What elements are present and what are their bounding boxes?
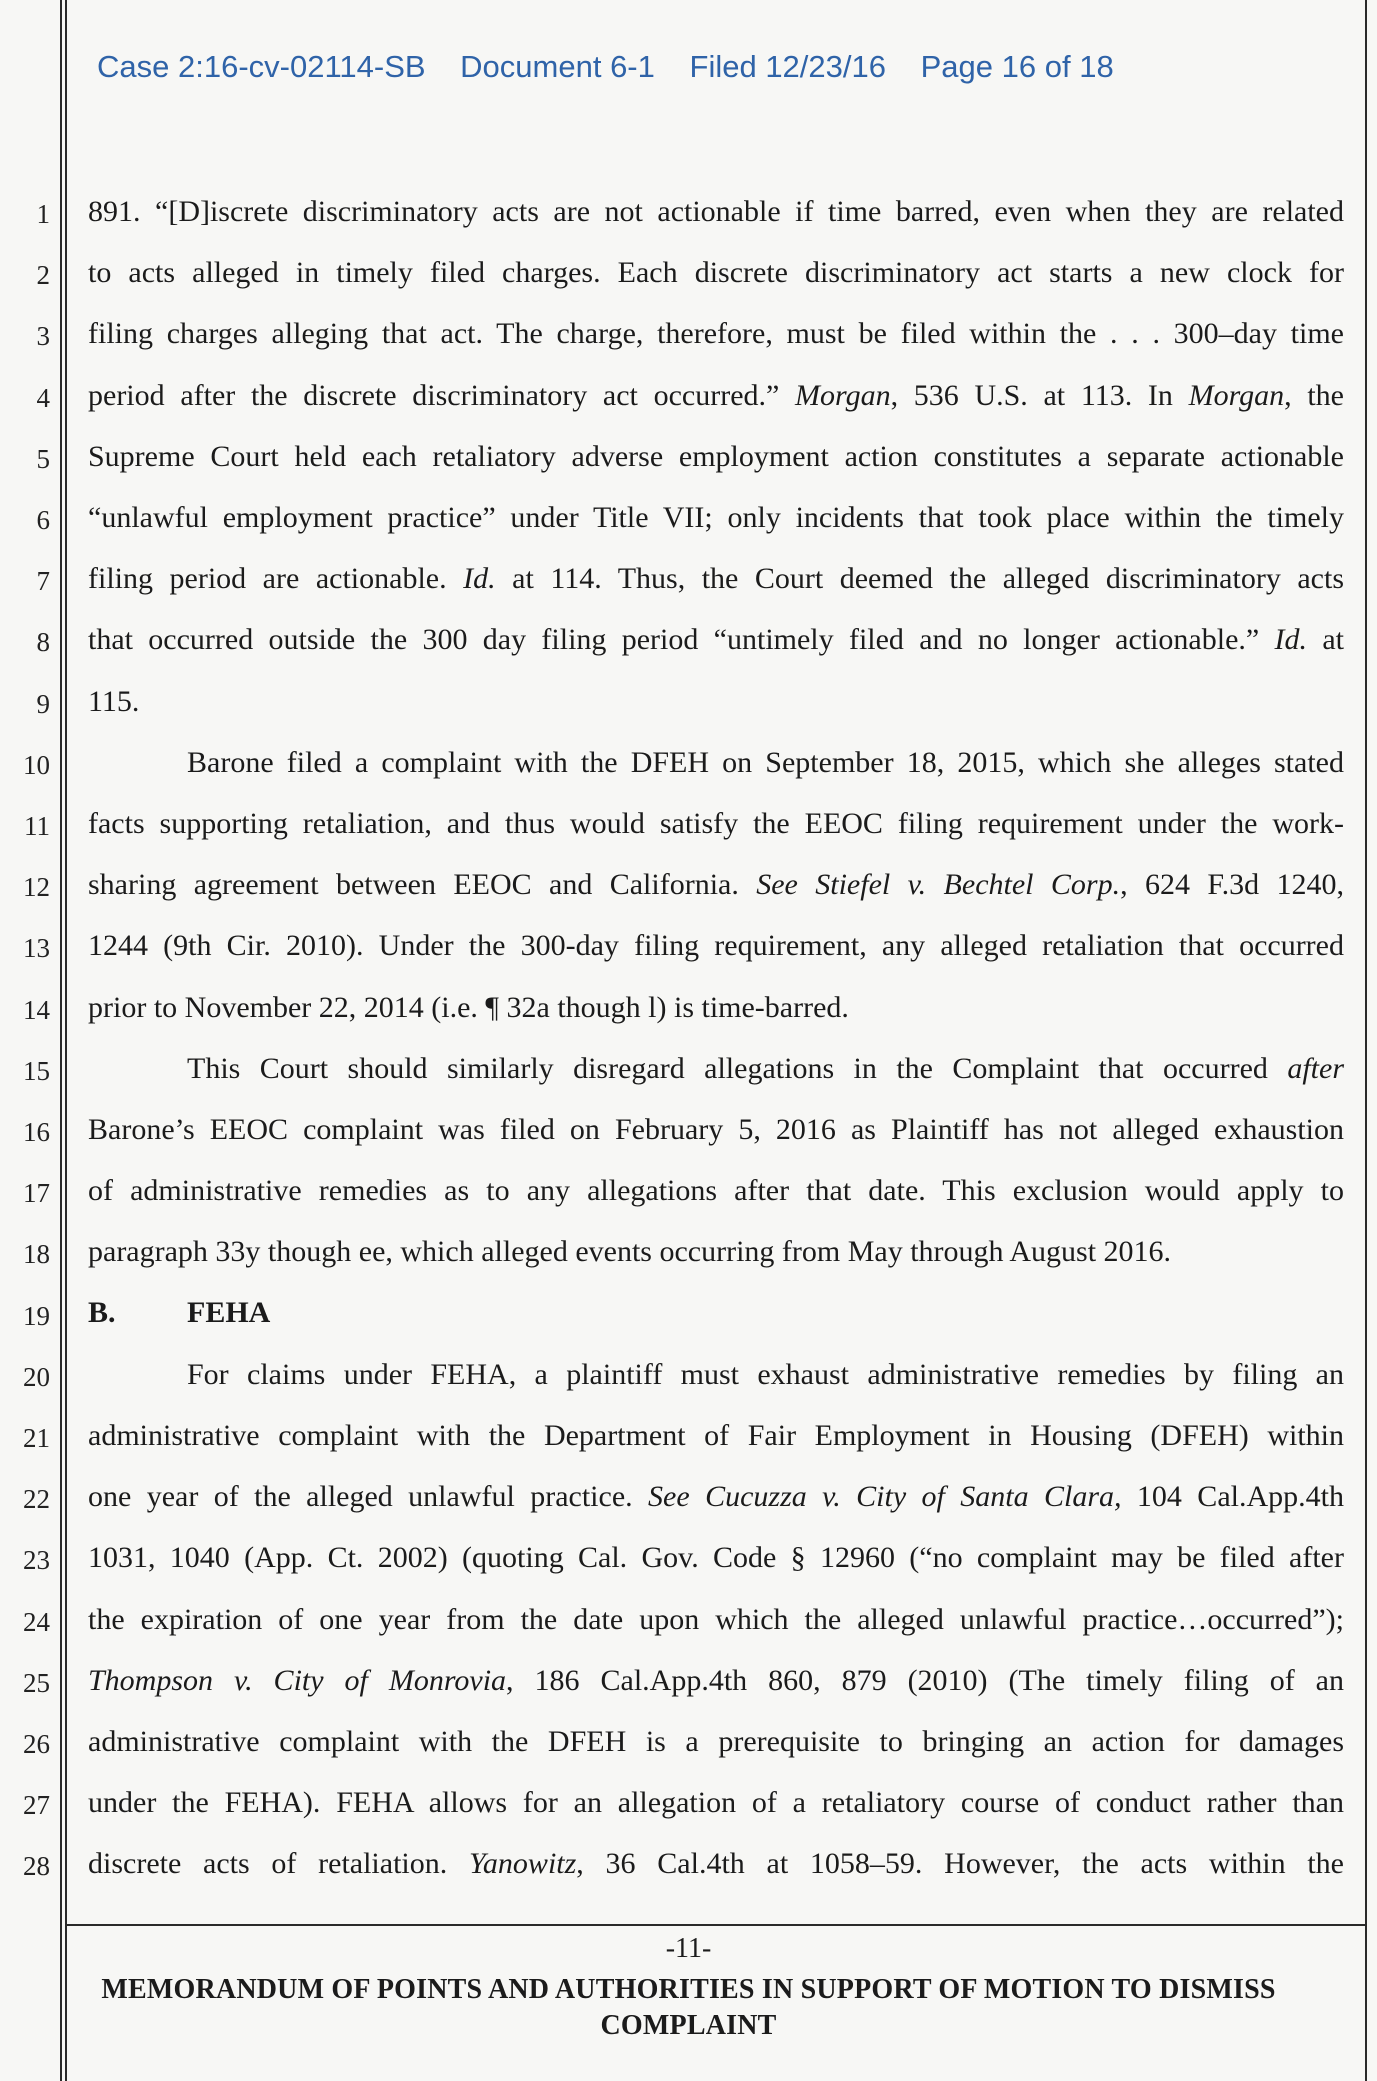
case-header bbox=[97, 49, 1297, 85]
text-run: administrative complaint with the Department of Fair Employment in Housing (DFEH) within bbox=[88, 1419, 1344, 1452]
italic-citation: after bbox=[1287, 1051, 1344, 1085]
left-margin-rule-outer bbox=[60, 0, 62, 2081]
italic-citation: Morgan bbox=[795, 378, 891, 412]
text-line bbox=[88, 1662, 1344, 1700]
text-run: sharing agreement between EEOC and California. bbox=[88, 868, 757, 902]
text-run: one year of the alleged unlawful practice. bbox=[88, 1480, 649, 1514]
footer-rule bbox=[67, 1924, 1365, 1926]
line-number: 22 bbox=[23, 1484, 50, 1515]
text-line bbox=[88, 1845, 1344, 1883]
line-number: 17 bbox=[23, 1178, 50, 1209]
line-number: 5 bbox=[36, 443, 50, 474]
text-run: under the FEHA). FEHA allows for an allegation of a retaliatory course of conduct rather than bbox=[88, 1786, 1344, 1820]
line-number: 25 bbox=[23, 1667, 50, 1698]
text-line bbox=[88, 866, 1344, 904]
line-number: 3 bbox=[36, 321, 50, 352]
text-line bbox=[187, 1356, 1344, 1394]
line-number: 18 bbox=[23, 1239, 50, 1270]
page-indicator: Page 16 of 18 bbox=[920, 49, 1114, 84]
line-number: 26 bbox=[23, 1729, 50, 1759]
text-line bbox=[88, 560, 1344, 598]
right-margin-rule bbox=[1365, 0, 1367, 2081]
text-run: 104 Cal.App.4th bbox=[1121, 1480, 1344, 1514]
italic-citation: Thompson v. City of Monrovia bbox=[88, 1663, 507, 1697]
text-line bbox=[88, 193, 1344, 231]
text-run: facts supporting retaliation, and thus would satisfy the EEOC filing requirement under the work- bbox=[88, 807, 1344, 840]
line-number: 6 bbox=[36, 505, 50, 535]
text-run: administrative complaint with the DFEH is a prerequisite to bringing an action for damages bbox=[88, 1725, 1344, 1758]
text-run: , 36 Cal.4th at 1058–59. However, the acts within the bbox=[576, 1847, 1344, 1881]
line-number: 14 bbox=[23, 994, 50, 1025]
line-number: 2 bbox=[36, 260, 50, 291]
line-number: 28 bbox=[23, 1851, 50, 1882]
text-run: period after the discrete discriminatory act occurred.” bbox=[88, 378, 796, 412]
text-line bbox=[88, 683, 1344, 721]
text-run: “unlawful employment practice” under Title VII; only incidents that took place within the timely bbox=[88, 501, 1344, 534]
text-line bbox=[88, 621, 1344, 659]
line-number: 12 bbox=[23, 872, 50, 903]
line-number: 11 bbox=[24, 811, 50, 841]
text-run: For claims under FEHA, a plaintiff must exhaust administrative remedies by filing an bbox=[187, 1357, 1344, 1391]
text-run: 1244 (9th Cir. 2010). Under the 300-day filing requirement, any alleged retaliation that occurred bbox=[88, 929, 1344, 963]
text-run: Supreme Court held each retaliatory adverse employment action constitutes a separate actionable bbox=[88, 439, 1344, 473]
text-line bbox=[88, 377, 1344, 415]
footer-document-title: MEMORANDUM OF POINTS AND AUTHORITIES IN SUPPORT OF MOTION TO DISMISS COMPLAINT bbox=[101, 1974, 1276, 2041]
italic-citation: See Cucuzza v. City of Santa Clara, bbox=[648, 1480, 1122, 1514]
text-line bbox=[88, 1172, 1344, 1210]
text-line bbox=[88, 254, 1344, 292]
text-line bbox=[88, 499, 1344, 537]
text-line bbox=[88, 805, 1344, 843]
text-run: 891. “[D]iscrete discriminatory acts are not actionable if time barred, even when they are related bbox=[88, 195, 1344, 228]
text-line bbox=[88, 989, 1344, 1027]
text-run: 1031, 1040 (App. Ct. 2002) (quoting Cal. Gov. Code § 12960 (“no complaint may be filed after bbox=[88, 1541, 1344, 1575]
section-heading-title: FEHA bbox=[187, 1296, 271, 1329]
text-run: the expiration of one year from the date upon which the alleged unlawful practice…occurred”); bbox=[88, 1602, 1344, 1636]
line-number: 7 bbox=[36, 566, 50, 597]
italic-citation: Id. bbox=[463, 562, 496, 596]
line-number: 10 bbox=[23, 749, 50, 780]
line-number: 8 bbox=[36, 627, 50, 658]
text-line bbox=[88, 1784, 1344, 1822]
text-run: filing charges alleging that act. The charge, therefore, must be filed within the . . . 300–day time bbox=[88, 317, 1344, 351]
line-number: 27 bbox=[23, 1790, 50, 1821]
section-heading-letter: B. bbox=[88, 1296, 116, 1329]
text-line bbox=[88, 1111, 1344, 1149]
line-number: 9 bbox=[36, 688, 50, 719]
text-line bbox=[88, 438, 1344, 476]
left-margin-rule-inner bbox=[65, 0, 67, 2081]
text-run: at 114. Thus, the Court deemed the alleged discriminatory acts bbox=[495, 562, 1344, 596]
text-line bbox=[88, 1478, 1344, 1516]
footer-page-number: -11- bbox=[665, 1933, 712, 1964]
text-line bbox=[187, 1050, 1344, 1088]
text-run: paragraph 33y though ee, which alleged events occurring from May through August 2016. bbox=[88, 1235, 1172, 1269]
text-run: discrete acts of retaliation. bbox=[88, 1847, 469, 1881]
line-number: 23 bbox=[23, 1545, 50, 1576]
case-number: Case 2:16-cv-02114-SB bbox=[97, 49, 426, 84]
text-line bbox=[187, 744, 1344, 782]
text-run: to acts alleged in timely filed charges. Each discrete discriminatory act starts a new clock for bbox=[88, 256, 1344, 290]
line-number: 15 bbox=[23, 1055, 50, 1086]
text-run: Barone’s EEOC complaint was filed on February 5, 2016 as Plaintiff has not alleged exhaustion bbox=[88, 1113, 1344, 1146]
text-run: prior to November 22, 2014 (i.e. ¶ 32a though l) is time-barred. bbox=[88, 990, 849, 1024]
italic-citation: Id. bbox=[1274, 623, 1308, 657]
line-number: 21 bbox=[23, 1423, 50, 1453]
text-run: , 186 Cal.App.4th 860, 879 (2010) (The timely filing of an bbox=[506, 1663, 1344, 1697]
filed-date: Filed 12/23/16 bbox=[689, 49, 886, 84]
text-run: , 536 U.S. at 113. In bbox=[890, 378, 1189, 412]
text-line bbox=[88, 1233, 1344, 1271]
line-number: 24 bbox=[23, 1606, 50, 1637]
line-number: 16 bbox=[23, 1117, 50, 1147]
text-run: filing period are actionable. bbox=[88, 562, 464, 596]
document-number: Document 6-1 bbox=[460, 49, 655, 84]
text-run: of administrative remedies as to any allegations after that date. This exclusion would apply to bbox=[88, 1174, 1344, 1208]
italic-citation: See Stiefel v. Bechtel Corp. bbox=[756, 868, 1121, 902]
text-line bbox=[88, 1601, 1344, 1639]
text-line bbox=[88, 315, 1344, 353]
text-run: , the bbox=[1284, 378, 1344, 412]
text-run: Barone filed a complaint with the DFEH on September 18, 2015, which she alleges stated bbox=[187, 745, 1344, 779]
text-line bbox=[88, 1417, 1344, 1455]
text-line bbox=[88, 1539, 1344, 1577]
text-run: , 624 F.3d 1240, bbox=[1120, 868, 1344, 902]
text-run: This Court should similarly disregard allegations in the Complaint that occurred bbox=[187, 1051, 1288, 1085]
text-run: 115. bbox=[88, 684, 140, 718]
text-line bbox=[88, 1723, 1344, 1761]
text-run: that occurred outside the 300 day filing period “untimely filed and no longer actionable.” bbox=[88, 623, 1275, 657]
line-number: 20 bbox=[23, 1361, 50, 1392]
text-line bbox=[88, 927, 1344, 965]
line-number: 1 bbox=[36, 199, 50, 229]
text-run: at bbox=[1307, 623, 1344, 657]
italic-citation: Morgan bbox=[1188, 378, 1285, 412]
line-number: 4 bbox=[36, 382, 50, 413]
line-number: 13 bbox=[23, 933, 50, 964]
italic-citation: Yanowitz bbox=[469, 1847, 577, 1881]
line-number: 19 bbox=[23, 1300, 50, 1331]
